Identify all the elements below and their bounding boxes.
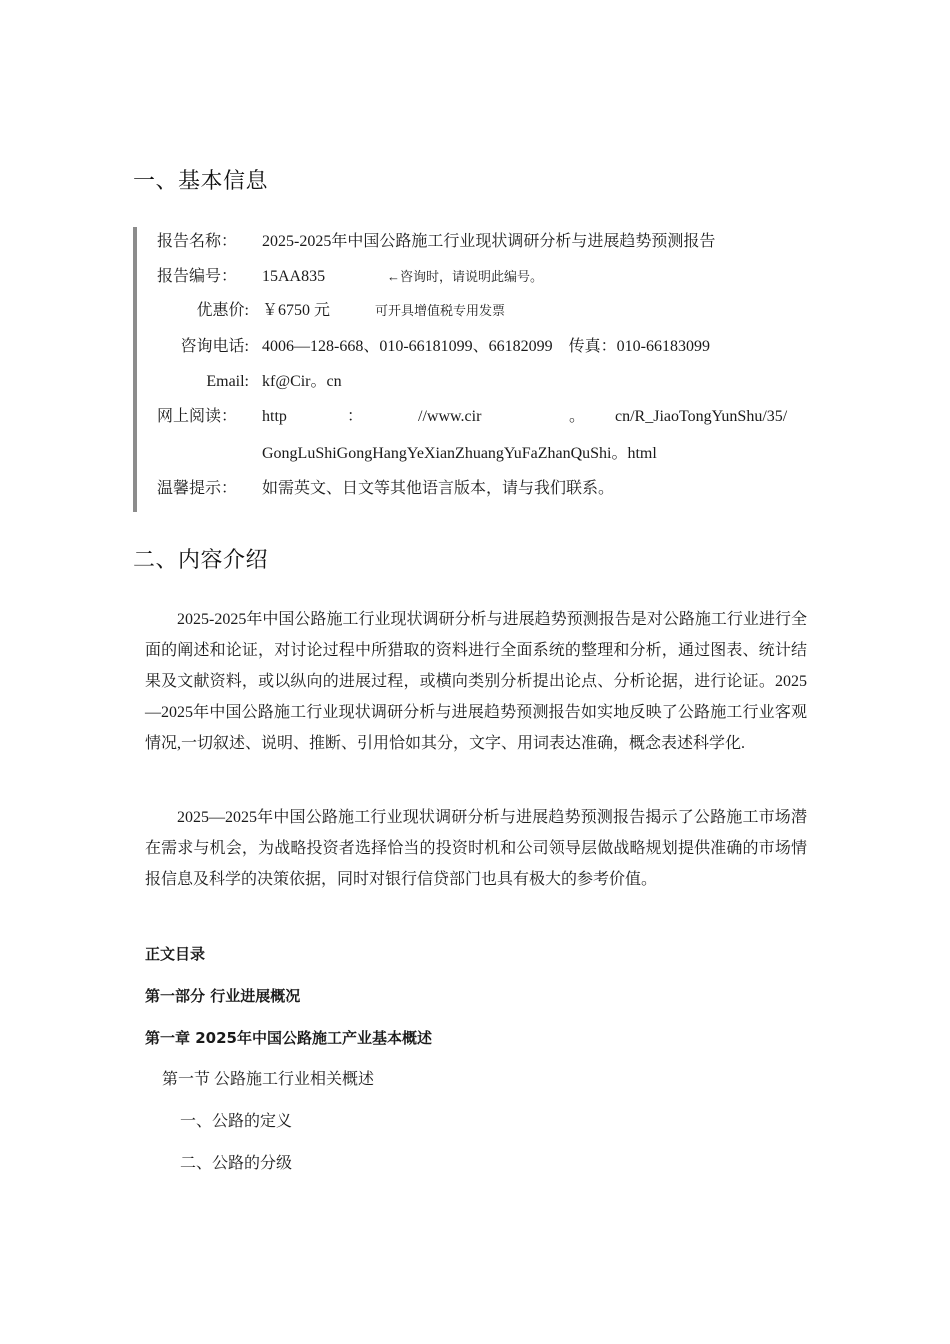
section-title-basic-info: 一、基本信息: [133, 169, 269, 194]
price-label: 优惠价:: [196, 302, 249, 319]
report-name-label: 报告名称：: [157, 233, 238, 250]
section-title-content-intro: 二、内容介绍: [133, 548, 269, 573]
tip-label: 温馨提示：: [157, 480, 238, 497]
phone-label: 咨询电话:: [180, 338, 249, 355]
phone-value: 4006—128-668、010-66181099、66182099 传真：010-66183099: [262, 338, 710, 355]
intro-paragraph-1: 2025-2025年中国公路施工行业现状调研分析与进展趋势预测报告是对公路施工行业进行全面的阐述和论证，对讨论过程中所猎取的资料进行全面系统的整理和分析，通过图表、统计结果及文献资料，或以纵向的进展过程，或横向类别分析提出论点、分析论据，进行论证。2025—2025年中国公路施工行业现状调研分析与进展趋势预测报告如实地反映了公路施工行业客观情况,一切叙述、说明、推断、引用恰如其分，文字、用词表达准确，概念表述科学化.: [145, 611, 807, 752]
report-code-value: 15AA835: [262, 268, 326, 285]
toc-section-1: 第一节 公路施工行业相关概述: [162, 1071, 375, 1088]
url-line2[interactable]: GongLuShiGongHangYeXianZhuangYuFaZhanQuShi。html: [262, 445, 657, 462]
report-name-value: 2025-2025年中国公路施工行业现状调研分析与进展趋势预测报告: [262, 233, 716, 250]
online-label: 网上阅读：: [157, 408, 238, 425]
email-value[interactable]: kf@Cir。cn: [262, 373, 342, 390]
email-label: Email:: [206, 373, 249, 390]
url-part[interactable]: 。: [569, 408, 586, 425]
toc-heading: 正文目录: [145, 945, 206, 963]
price-value: ￥6750 元: [262, 302, 331, 319]
url-part[interactable]: //www.cir: [418, 408, 482, 425]
tip-value: 如需英文、日文等其他语言版本，请与我们联系。: [262, 480, 615, 497]
report-code-label: 报告编号：: [157, 268, 238, 285]
basic-info-box: [133, 227, 817, 512]
toc-part-1: 第一部分 行业进展概况: [145, 987, 301, 1005]
invoice-note: 可开具增值税专用发票: [375, 303, 506, 318]
url-part[interactable]: ：: [347, 408, 364, 425]
url-part[interactable]: cn/R_JiaoTongYunShu/35/: [615, 408, 788, 425]
toc-item-1: 一、公路的定义: [180, 1113, 293, 1130]
intro-paragraph-2: 2025—2025年中国公路施工行业现状调研分析与进展趋势预测报告揭示了公路施工市场潜在需求与机会，为战略投资者选择恰当的投资时机和公司领导层做战略规划提供准确的市场情报信息及科学的决策依据，同时对银行信贷部门也具有极大的参考价值。: [145, 809, 807, 888]
toc-chapter-1: 第一章 2025年中国公路施工产业基本概述: [145, 1029, 432, 1047]
toc-item-2: 二、公路的分级: [180, 1155, 293, 1172]
url-part[interactable]: http: [262, 408, 287, 425]
report-code-note: ←咨询时，请说明此编号。: [387, 269, 544, 284]
